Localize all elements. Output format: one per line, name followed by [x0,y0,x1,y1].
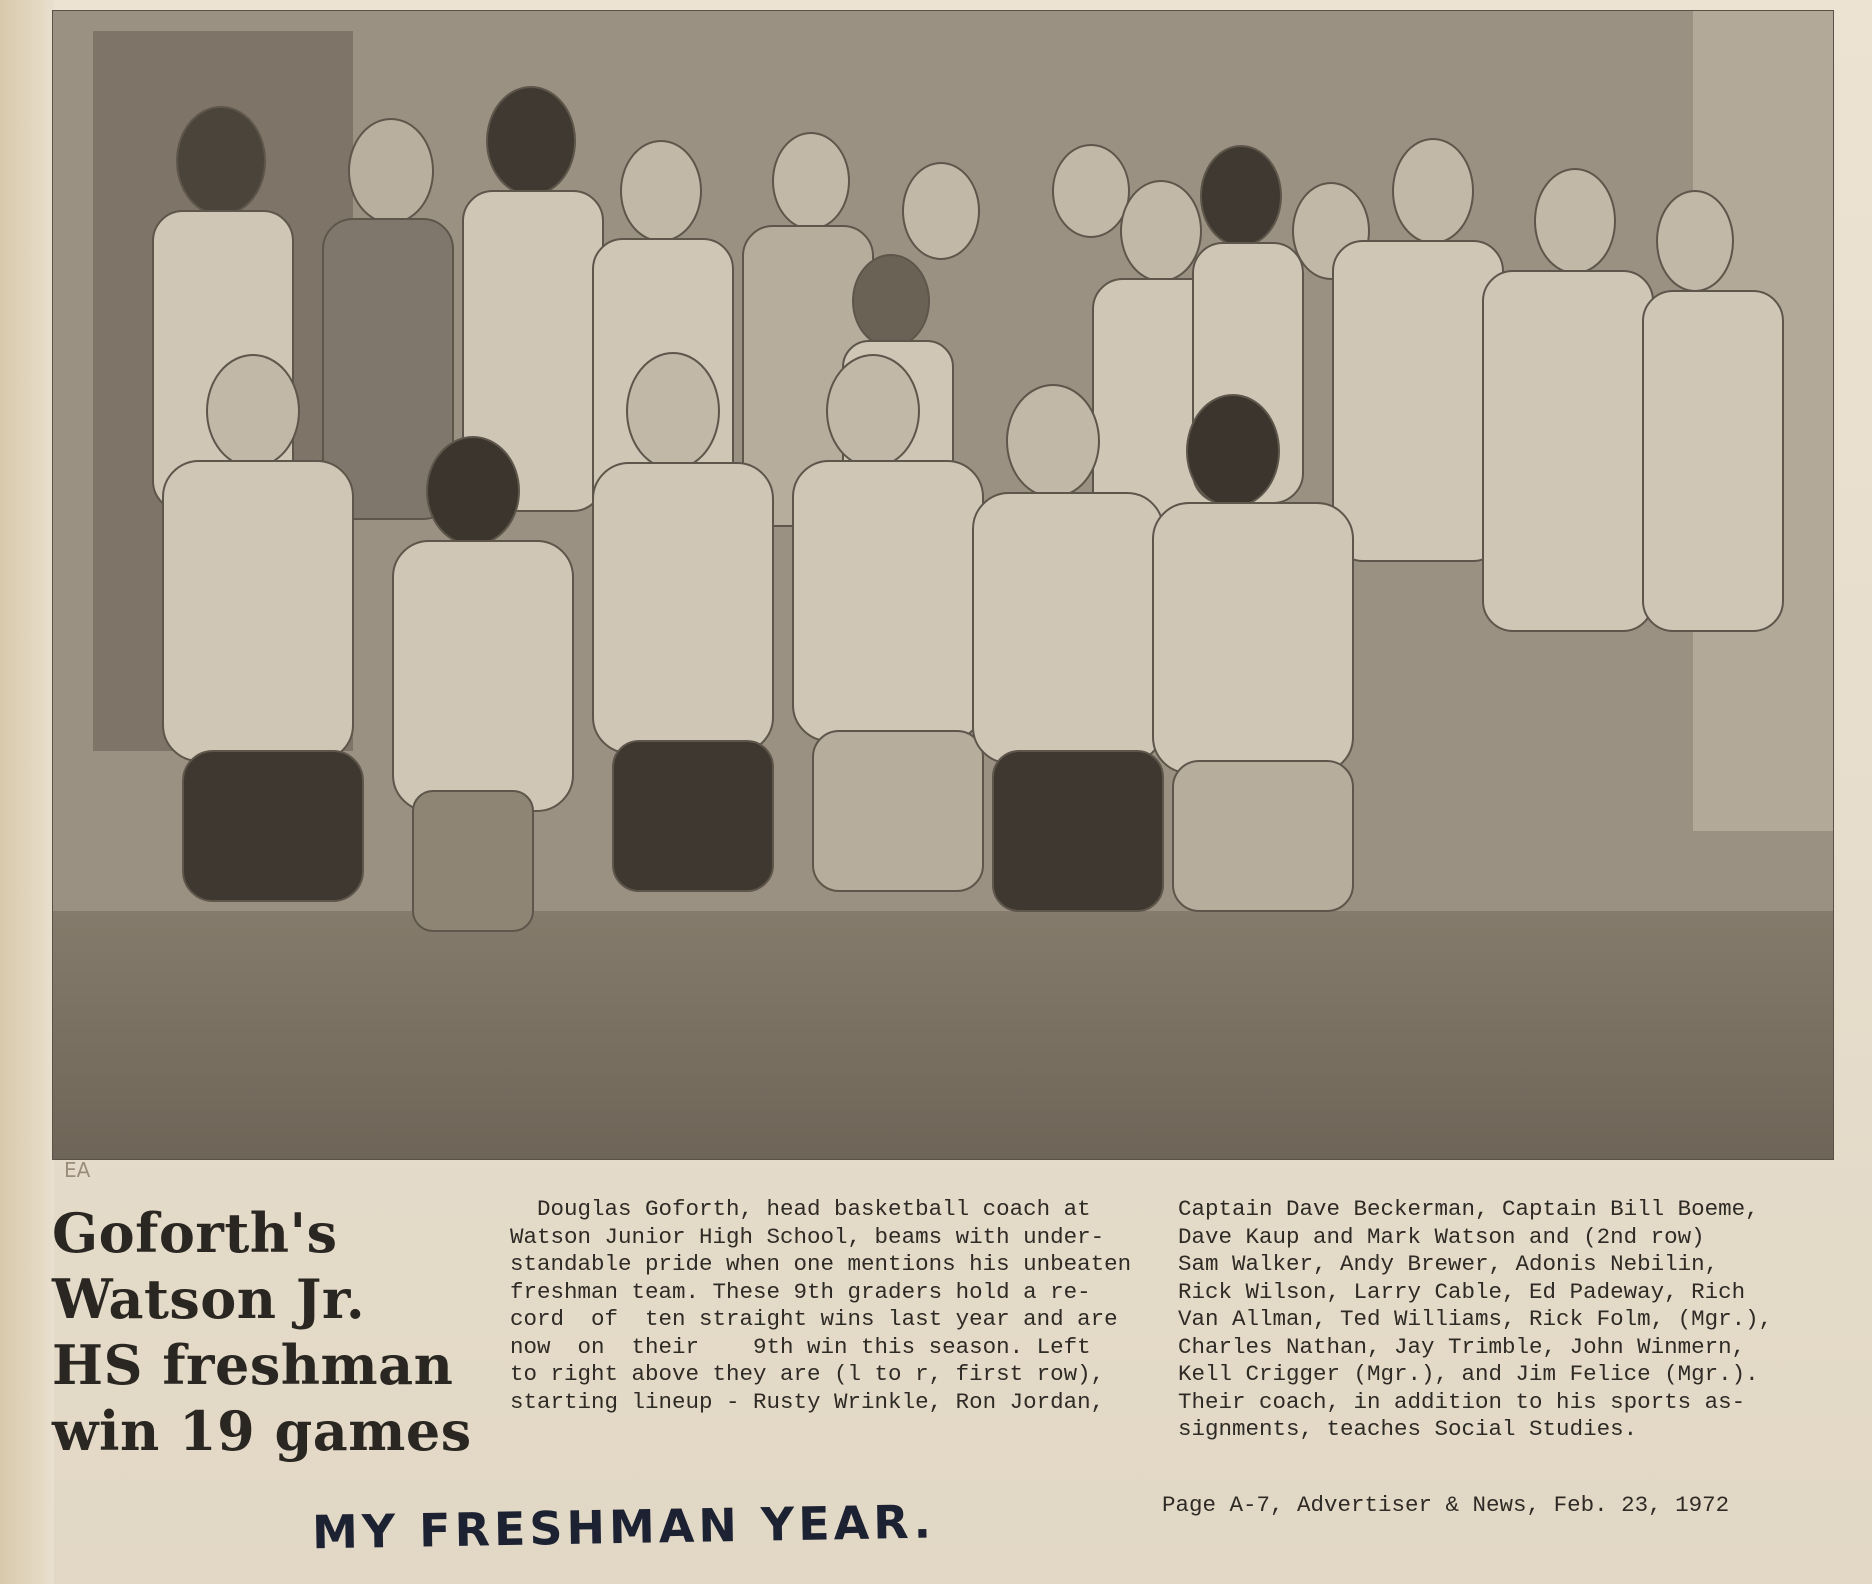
headline-line: Watson Jr. [52,1267,366,1331]
team-photo-figures [53,11,1833,1159]
article-line: Charles Nathan, Jay Trimble, John Winmern, [1178,1333,1746,1360]
article-line: Sam Walker, Andy Brewer, Adonis Nebilin, [1178,1251,1719,1277]
article-line: Douglas Goforth, head basketball coach at [510,1196,1091,1222]
headline-line: win 19 games [52,1399,472,1463]
photo-mark: EA [64,1158,91,1182]
article-line: Their coach, in addition to his sports as- [1178,1388,1746,1415]
article-line: cord of ten straight wins last year and are [510,1306,1118,1332]
article-line: Watson Junior High School, beams with under- [510,1223,1105,1250]
article-line: freshman team. These 9th graders hold a re- [510,1278,1091,1305]
headline-line: Goforth's [52,1201,338,1265]
publication-credit: Page A-7, Advertiser & News, Feb. 23, 1972 [1162,1492,1730,1518]
article-line: Kell Crigger (Mgr.), and Jim Felice (Mgr.). [1178,1361,1759,1387]
article-line: to right above they are (l to r, first row), [510,1361,1105,1387]
article-line: Dave Kaup and Mark Watson and (2nd row) [1178,1223,1705,1250]
article-line: Van Allman, Ted Williams, Rick Folm, (Mgr.), [1178,1306,1773,1332]
scan-edge [0,0,54,1584]
article-line: Rick Wilson, Larry Cable, Ed Padeway, Rich [1178,1278,1746,1305]
team-photo [52,10,1834,1160]
article-column-1 [510,1196,1165,1416]
article-line: starting lineup - Rusty Wrinkle, Ron Jordan, [510,1388,1105,1415]
article-line: standable pride when one mentions his unbeaten [510,1251,1132,1277]
article-column-2 [1178,1196,1833,1444]
article-line: Captain Dave Beckerman, Captain Bill Boeme, [1178,1196,1759,1222]
handwritten-note: MY FRESHMAN YEAR. [311,1494,936,1560]
headline-line: HS freshman [52,1333,454,1397]
floor [53,911,1833,1159]
headline [52,1200,472,1464]
article-line: now on their 9th win this season. Left [510,1333,1091,1360]
article-line: signments, teaches Social Studies. [1178,1416,1638,1442]
